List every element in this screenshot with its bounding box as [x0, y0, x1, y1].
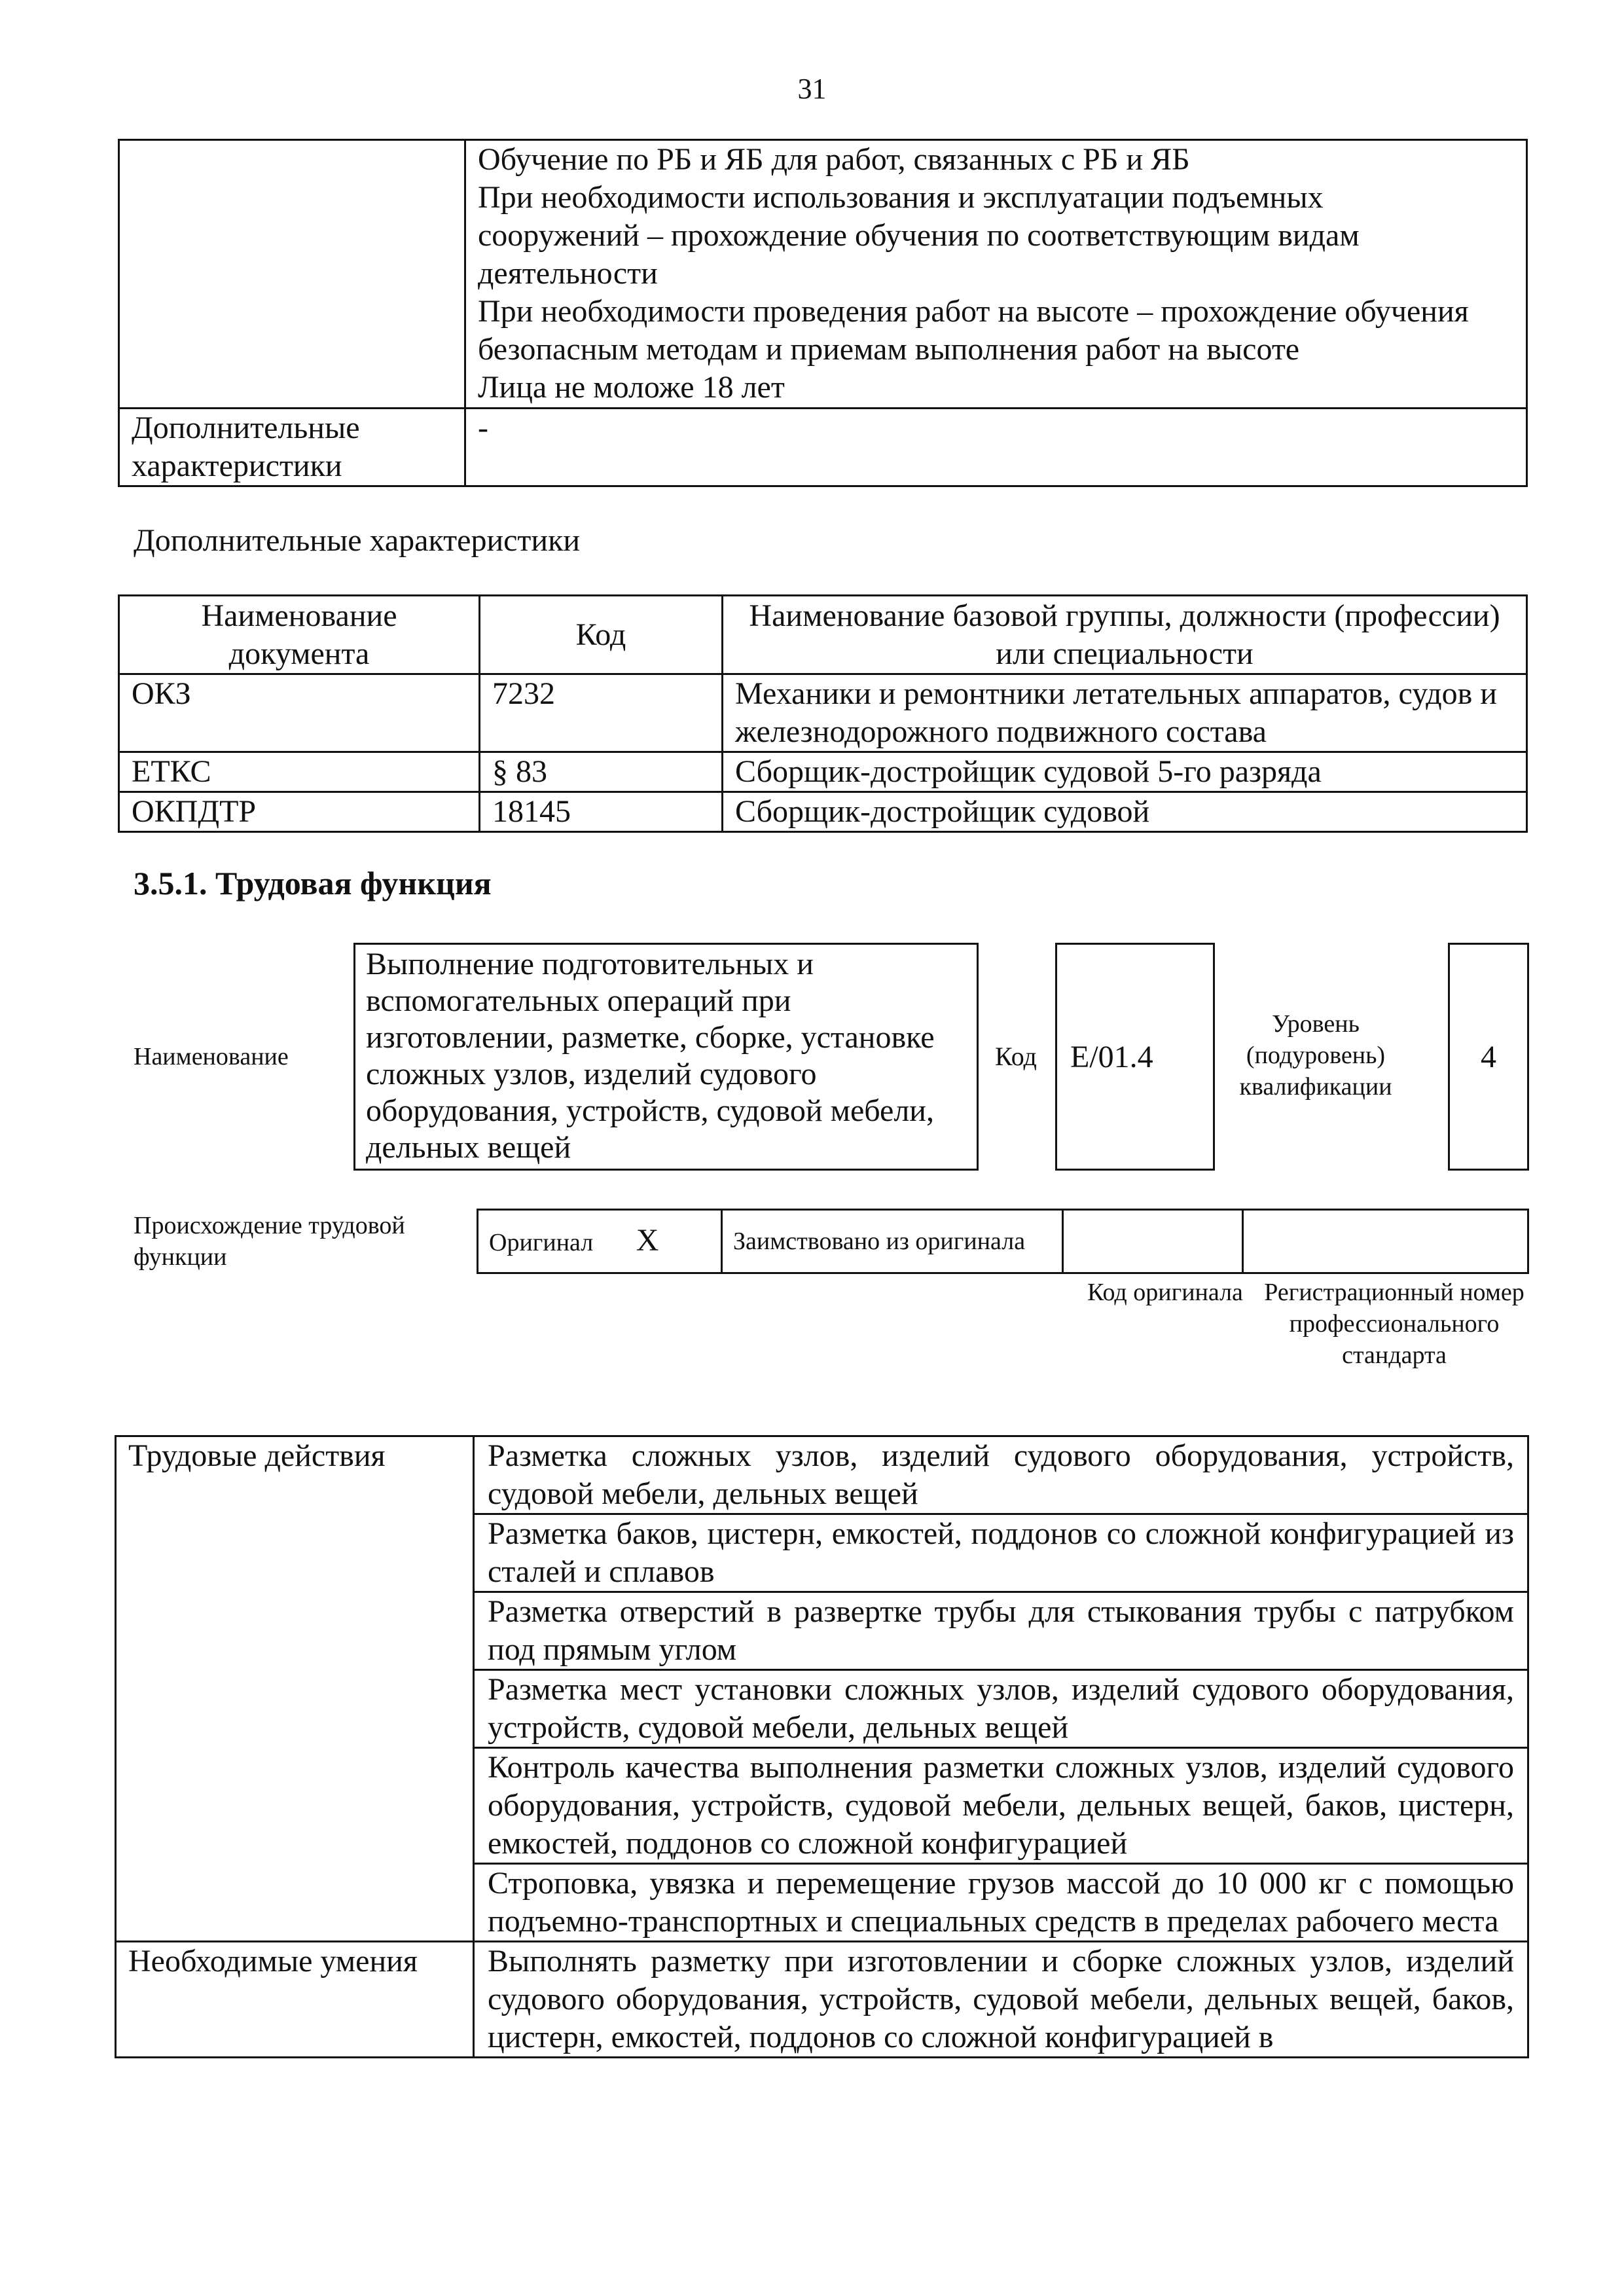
- table-row: [119, 752, 1527, 792]
- action-item: Разметка отверстий в развертке трубы для стыкования трубы с патрубком под прямым углом: [474, 1592, 1528, 1670]
- code-caption: Код оригинала: [1087, 1279, 1243, 1306]
- column-header: Наименование документа: [119, 596, 480, 674]
- function-code: E/01.4: [1055, 943, 1215, 1171]
- name-label: Наименование: [134, 1043, 289, 1070]
- origin-table: [477, 1209, 1529, 1274]
- level-label: Уровень (подуровень) квалификации: [1239, 1010, 1392, 1101]
- table-cell: Сборщик-достройщик судовой 5-го разряда: [723, 752, 1527, 792]
- table-row: [119, 409, 1527, 486]
- action-item: Разметка мест установки сложных узлов, изделий судового оборудования, устройств, судовой мебели, дельных вещей: [474, 1670, 1528, 1748]
- original-cell: [478, 1210, 722, 1273]
- row-label: Дополнительные характеристики: [119, 409, 465, 486]
- section-caption: Дополнительные характеристики: [134, 523, 581, 558]
- requirement-line: Обучение по РБ и ЯБ для работ, связанных с РБ и ЯБ: [478, 142, 1190, 177]
- origin-label: Происхождение трудовой функции: [134, 1212, 405, 1271]
- section-title: 3.5.1. Трудовая функция: [134, 865, 492, 902]
- row-value: -: [465, 409, 1527, 486]
- row-label: [119, 140, 465, 409]
- requirement-line: Лица не моложе 18 лет: [478, 370, 785, 405]
- table-cell: ОКЗ: [119, 674, 480, 752]
- qualification-level: 4: [1448, 943, 1529, 1171]
- function-name: Выполнение подготовительных и вспомогательных операций при изготовлении, разметке, сборке, установке сложных узлов, изделий судового оборудования, устройств, судовой мебели, дельных вещей: [353, 943, 979, 1171]
- requirement-line: деятельности: [478, 256, 658, 291]
- table-cell: 7232: [480, 674, 723, 752]
- table-cell: § 83: [480, 752, 723, 792]
- column-header: Наименование базовой группы, должности (профессии) или специальности: [723, 596, 1527, 674]
- action-item: Строповка, увязка и перемещение грузов массой до 10 000 кг с помощью подъемно-транспортных и специальных средств в пределах рабочего места: [474, 1864, 1528, 1942]
- table-cell: 18145: [480, 792, 723, 832]
- column-header: Код: [480, 596, 723, 674]
- table-row: [478, 1210, 1528, 1273]
- requirements-cell: [465, 140, 1527, 409]
- requirement-line: При необходимости проведения работ на высоте – прохождение обучения: [478, 294, 1469, 329]
- action-item: Разметка баков, цистерн, емкостей, поддонов со сложной конфигурацией из сталей и сплавов: [474, 1514, 1528, 1592]
- table-header-row: [119, 596, 1527, 674]
- table-row: [119, 674, 1527, 752]
- registration-number-cell: [1243, 1210, 1528, 1273]
- page-number: 31: [797, 73, 827, 105]
- actions-label: Трудовые действия: [116, 1436, 474, 1942]
- requirement-line: безопасным методам и приемам выполнения работ на высоте: [478, 332, 1300, 367]
- original-label: Оригинал: [489, 1228, 594, 1256]
- table-cell: Сборщик-достройщик судовой: [723, 792, 1527, 832]
- skills-label: Необходимые умения: [116, 1942, 474, 2058]
- skill-item: Выполнять разметку при изготовлении и сборке сложных узлов, изделий судового оборудования, устройств, судовой мебели, дельных вещей, баков, цистерн, емкостей, поддонов со сложной конфигурацией в: [474, 1942, 1528, 2058]
- requirement-line: При необходимости использования и эксплуатации подъемных: [478, 180, 1324, 215]
- borrowed-label: Заимствовано из оригинала: [722, 1210, 1063, 1273]
- table-row: [119, 792, 1527, 832]
- original-code-cell: [1063, 1210, 1243, 1273]
- table-row: [116, 1436, 1528, 1514]
- original-mark: X: [636, 1222, 659, 1258]
- action-item: Контроль качества выполнения разметки сложных узлов, изделий судового оборудования, устройств, судовой мебели, дельных вещей, баков, цистерн, емкостей, поддонов со сложной конфигурацией: [474, 1748, 1528, 1864]
- action-item: Разметка сложных узлов, изделий судового оборудования, устройств, судовой мебели, дельных вещей: [474, 1436, 1528, 1514]
- table-row: [116, 1942, 1528, 2058]
- requirement-line: сооружений – прохождение обучения по соответствующим видам: [478, 218, 1360, 253]
- requirements-table: [118, 139, 1528, 487]
- table-cell: ЕТКС: [119, 752, 480, 792]
- table-row: [119, 140, 1527, 409]
- table-cell: ОКПДТР: [119, 792, 480, 832]
- table-cell: Механики и ремонтники летательных аппаратов, судов и железнодорожного подвижного состава: [723, 674, 1527, 752]
- labor-actions-table: [115, 1435, 1529, 2058]
- additional-characteristics-table: [118, 594, 1528, 833]
- code-label: Код: [995, 1042, 1037, 1071]
- registration-caption: Регистрационный номер профессионального стандарта: [1264, 1279, 1525, 1369]
